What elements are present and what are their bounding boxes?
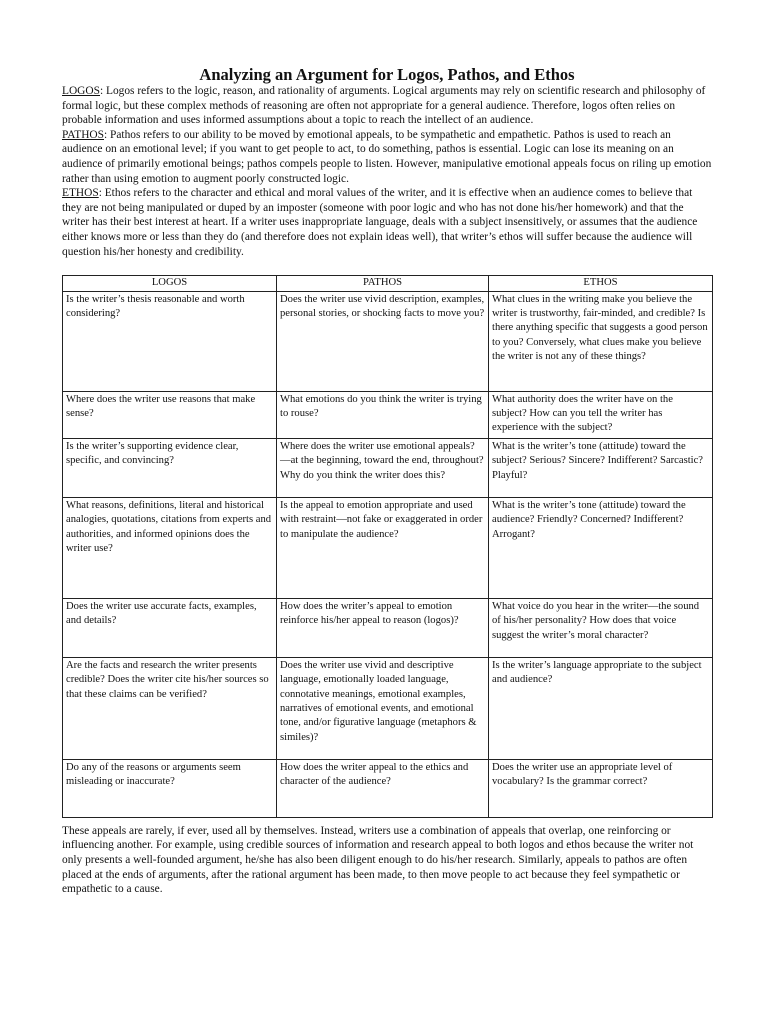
table-cell-logos: Is the writer’s thesis reasonable and worth considering? (63, 291, 277, 391)
table-row (63, 598, 713, 657)
table-cell-ethos: What authority does the writer have on the subject? How can you tell the writer has experience with the subject? (489, 391, 713, 438)
table-cell-pathos: What emotions do you think the writer is trying to rouse? (277, 391, 489, 438)
table-cell-logos: Is the writer’s supporting evidence clear, specific, and convincing? (63, 438, 277, 497)
table-header-row (63, 276, 713, 291)
table-row (63, 291, 713, 391)
table-cell-pathos: Does the writer use vivid and descriptive language, emotionally loaded language, connotative meanings, emotional examples, narratives of emotional events, and emotional tone, and/or figurative language (metaphors & similes)? (277, 657, 489, 759)
table-cell-logos: Are the facts and research the writer presents credible? Does the writer cite his/her sources so that these claims can be verified? (63, 657, 277, 759)
table-cell-logos: What reasons, definitions, literal and historical analogies, quotations, citations from experts and authorities, and informed opinions does the writer use? (63, 497, 277, 598)
table-cell-pathos: Where does the writer use emotional appeals?—at the beginning, toward the end, throughout? Why do you think the writer does this? (277, 438, 489, 497)
table-cell-ethos: What is the writer’s tone (attitude) toward the subject? Serious? Sincere? Indifferent? Sarcastic? Playful? (489, 438, 713, 497)
ethos-definition-text: : Ethos refers to the character and ethical and moral values of the writer, and it is effective when an audience comes to believe that they are not being manipulated or duped by an imposter (someone with poor logic and who has not done his/her homework) and that the writer has their best interest at heart. If a writer uses inappropriate language, deals with a subject insensitively, or assumes that the audience either knows more or less than they do (and therefore does not explain ideas well), that writer’s ethos will suffer because the audience will question his/her honesty and credibility. (62, 187, 698, 258)
table-cell-ethos: What clues in the writing make you believe the writer is trustworthy, fair-minded, and credible? Is there anything specific that suggests a good person to you? Conversely, what clues make you believe the writer is not any of these things? (489, 291, 713, 391)
logos-term: LOGOS (62, 85, 100, 97)
column-header-pathos: PATHOS (277, 276, 489, 291)
table-row (63, 759, 713, 817)
ethos-definition (62, 186, 712, 259)
table-cell-pathos: Does the writer use vivid description, examples, personal stories, or shocking facts to move you? (277, 291, 489, 391)
table-cell-logos: Do any of the reasons or arguments seem misleading or inaccurate? (63, 759, 277, 817)
ethos-term: ETHOS (62, 187, 99, 200)
table-row (63, 438, 713, 497)
table-cell-ethos: Does the writer use an appropriate level of vocabulary? Is the grammar correct? (489, 759, 713, 817)
table-cell-pathos: How does the writer’s appeal to emotion reinforce his/her appeal to reason (logos)? (277, 598, 489, 657)
column-header-ethos: ETHOS (489, 276, 713, 291)
table-cell-logos: Where does the writer use reasons that make sense? (63, 391, 277, 438)
document-title: Analyzing an Argument for Logos, Pathos, and Ethos (199, 65, 575, 84)
table-cell-pathos: How does the writer appeal to the ethics and character of the audience? (277, 759, 489, 817)
pathos-term: PATHOS (62, 128, 104, 141)
logos-definition-text: : Logos refers to the logic, reason, and rationality of arguments. Logical arguments may rely on scientific research and philosophy of formal logic, but these complex methods of reasoning are often not appropriate for a general audience. Therefore, logos often relies on probable information and uses informed assumptions about a topic to reach the intellect of an audience. (62, 85, 706, 127)
table-cell-ethos: Is the writer’s language appropriate to the subject and audience? (489, 657, 713, 759)
table-cell-pathos: Is the appeal to emotion appropriate and used with restraint—not fake or exaggerated in order to manipulate the audience? (277, 497, 489, 598)
logos-definition (62, 84, 712, 128)
table-cell-ethos: What voice do you hear in the writer—the sound of his/her personality? How does that voice suggest the writer’s moral character? (489, 598, 713, 657)
table-row (63, 657, 713, 759)
appeals-question-table (62, 275, 713, 818)
table-row (63, 391, 713, 438)
closing-paragraph: These appeals are rarely, if ever, used all by themselves. Instead, writers use a combination of appeals that overlap, one reinforcing or influencing another. For example, using credible sources of information and research appeal to both logos and ethos because the writer not only presents a well-founded argument, he/she has also been diligent enough to do his/her research. Similarly, appeals to pathos are often placed at the ends of arguments, after the rational argument has been made, to then move people to act because they feel sympathetic or empathetic to a cause. (62, 824, 694, 896)
pathos-definition (62, 128, 712, 186)
column-header-logos: LOGOS (63, 276, 277, 291)
table-row (63, 497, 713, 598)
table-cell-ethos: What is the writer’s tone (attitude) toward the audience? Friendly? Concerned? Indifferent? Arrogant? (489, 497, 713, 598)
table-cell-logos: Does the writer use accurate facts, examples, and details? (63, 598, 277, 657)
pathos-definition-text: : Pathos refers to our ability to be moved by emotional appeals, to be sympathetic and empathetic. Pathos is used to reach an audience on an emotional level; if you want to get people to act, to do something, pathos is essential. Logic can lose its meaning on an audience of primarily emotional beings; pathos compels people to listen. However, manipulative emotional appeals focus on riling up emotion rather than using emotion to augment poorly constructed logic. (62, 128, 712, 185)
